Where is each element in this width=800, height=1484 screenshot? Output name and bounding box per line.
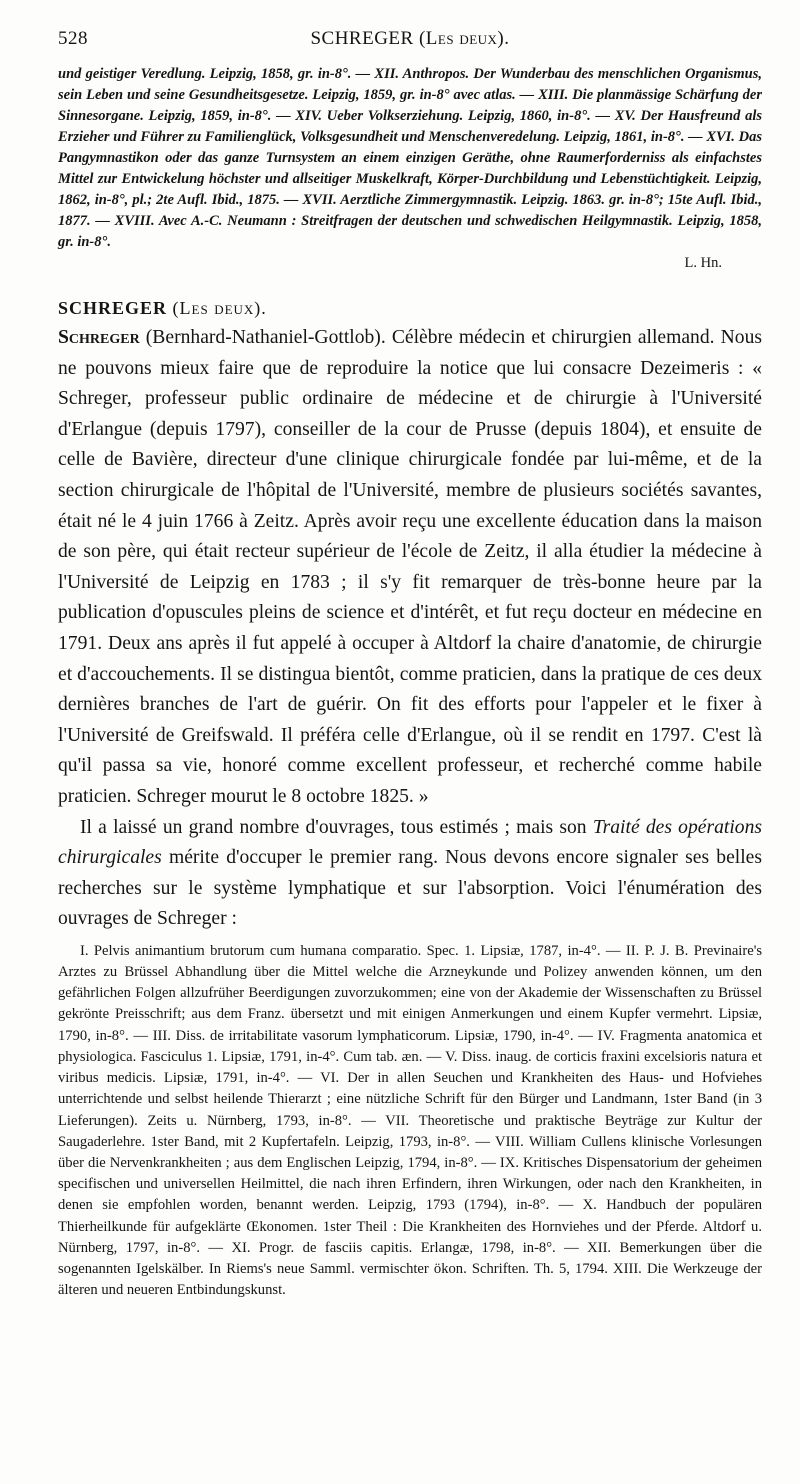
entry-heading-sub: (Les deux). (172, 298, 267, 318)
bibliography-text: I. Pelvis animantium brutorum cum humana comparatio. Spec. 1. Lipsiæ, 1787, in-4°. — II. P. J. B. Previnaire's Arztes zu Brüssel Abhandlung über die Mittel welche die Arzneykunde und Polizey anwenden können, um den gefährlichen Folgen allzufrüher Beerdigungen zuvorzukommen; eine von der Akademie der Wissenschaften zu Brüssel gekrönte Preisschrift; aus dem Franz. übersetzt und mit einigen Anmerkungen und einem Kupfer vermehrt. Lipsiæ, 1790, in-8°. — III. Diss. de irritabilitate vasorum lymphaticorum. Lipsiæ, 1790, in-4°. — IV. Fragmenta anatomica et physiologica. Fasciculus 1. Lipsiæ, 1791, in-4°. Cum tab. æn. — V. Diss. inaug. de corticis fraxini excelsioris natura et viribus medicis. Lipsiæ, 1791, in-4°. — VI. Der in allen Seuchen und Krankheiten des Haus- und Hofviehes unterrichtende und selbst heilende Thierarzt ; eine nützliche Schrift für den Bürger und Landmann, 1ster Band (in 3 Lieferungen). Zeits u. Nürnberg, 1793, in-8°. — VII. Theoretische und praktische Beyträge zur Kultur der Saugaderlehre. 1ster Band, mit 2 Kupfertafeln. Leipzig, 1793, in-8°. — VIII. William Cullens klinische Vorlesungen über die Nervenkrankheiten ; aus dem Englischen Leipzig, 1794, in-8°. — IX. Kritisches Dispensatorium der geheimen specifischen und universellen Heilmittel, die nach ihren Erfindern, ihren Wirkungen, oder nach den Krankheiten, in denen sie empfohlen worden, benannt werden. Leipzig, 1793 (1794), in-8°. — X. Handbuch der populären Thierheilkunde für aufgeklärte Œkonomen. 1ster Theil : Die Krankheiten des Hornviehes und der Pferde. Altdorf u. Nürnberg, 1797, in-8°. — XI. Progr. de fasciis capitis. Erlangæ, 1798, in-8°. — XII. Bemerkungen über die sogenannten Igelskälber. In Riems's neue Samml. vermischter ökon. Schriften. Th. 5, 1794. XIII. Die Werkzeuge der älteren und neueren Entbindungskunst. (58, 942, 762, 1299)
page-number: 528 (58, 28, 88, 49)
entry-heading (58, 298, 762, 319)
entry-paragraph-1-text: (Bernhard-Nathaniel-Gottlob). Célèbre médecin et chirurgien allemand. Nous ne pouvons mieux faire que de reproduire la notice que lui consacre Dezeimeris : « Schreger, professeur public ordinaire de médecine et de chirurgie à l'Université d'Erlangue (depuis 1797), conseiller de la cour de Prusse (depuis 1804), et ensuite de celle de Bavière, directeur d'une clinique chirurgicale fondée par lui-même, et de la section chirurgicale de l'hôpital de l'Université, membre de plusieurs sociétés savantes, était né le 4 juin 1766 à Zeitz. Après avoir reçu une excellente éducation dans la maison de son père, qui était recteur supérieur de l'école de Zeitz, il alla étudier la médecine à l'Université de Leipzig en 1783 ; il s'y fit remarquer de très-bonne heure par la publication d'opuscules pleins de science et d'intérêt, et fut reçu docteur en médecine en 1791. Deux ans après il fut appelé à occuper à Altdorf la chaire d'anatomie, de chirurgie et d'accouchements. Il se distingua bientôt, comme praticien, dans la pratique de ces deux dernières branches de l'art de guérir. On fit des efforts pour l'appeler et le fixer à l'Université de Greifswald. Il préféra celle d'Erlangue, où il se rendit en 1797. C'est là qu'il passa sa vie, honoré comme excellent professeur, et recherché comme habile praticien. Schreger mourut le 8 octobre 1825. » (58, 327, 762, 807)
bibliography (58, 941, 762, 1301)
running-title (58, 28, 762, 50)
previous-entry-signature: L. Hn. (684, 255, 722, 271)
previous-entry-text (58, 64, 762, 274)
running-head (58, 28, 762, 58)
entry-heading-name: SCHREGER (58, 298, 168, 318)
entry-paragraph-2-title: Traité des opérations chirurgicales (58, 816, 762, 869)
running-title-name: SCHREGER (310, 28, 414, 49)
entry-paragraph-2 (58, 813, 762, 935)
running-title-sub: (Les deux). (418, 28, 510, 49)
entry-body (58, 323, 762, 935)
entry-paragraph-2-text-a: Il a laissé un grand nombre d'ouvrages, tous estimés ; mais son (80, 816, 593, 838)
previous-entry-body: und geistiger Veredlung. Leipzig, 1858, gr. in-8°. — XII. Anthropos. Der Wunderbau des menschlichen Organismus, sein Leben und seine Gesundheitsgesetze. Leipzig, 1859, gr. in-8° avec atlas. — XIII. Die planmässige Schärfung der Sinnesorgane. Leipzig, 1859, in-8°. — XIV. Ueber Volkserziehung. Leipzig, 1860, in-8°. — XV. Der Hausfreund als Erzieher und Führer zu Familienglück, Volksgesundheit und Menschenveredelung. Leipzig, 1861, in-8°. — XVI. Das Pangymnastikon oder das ganze Turnsystem an einem einzigen Geräthe, ohne Raumerforderniss als einfachstes Mittel zur Entwickelung höchster und allseitiger Muskelkraft, Körper-Durchbildung und Lebenstüchtigkeit. Leipzig, 1862, in-8°, pl.; 2te Aufl. Ibid., 1875. — XVII. Aerztliche Zimmergymnastik. Leipzig. 1863. gr. in-8°; 15te Aufl. Ibid., 1877. — XVIII. Avec A.-C. Neumann : Streitfragen der deutschen und schwedischen Heilgymnastik. Leipzig, 1858, gr. in-8°. (58, 66, 762, 250)
entry-paragraph-2-text-b: mérite d'occuper le premier rang. Nous devons encore signaler ses belles recherches sur le système lymphatique et sur l'absorption. Voici l'énumération des ouvrages de Schreger : (58, 847, 762, 930)
entry-paragraph-1 (58, 323, 762, 813)
entry-lead-name: Schreger (58, 327, 140, 348)
